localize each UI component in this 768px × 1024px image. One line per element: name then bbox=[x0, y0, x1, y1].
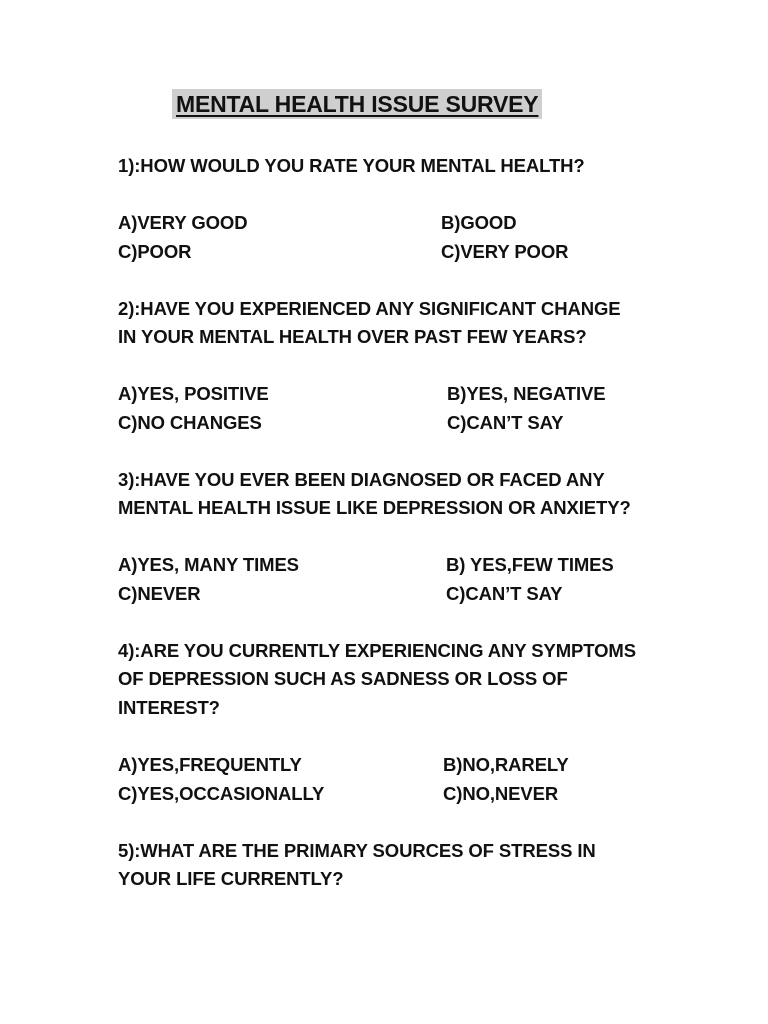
question-4-option-b: B)NO,RARELY bbox=[443, 754, 569, 775]
question-5-text-line-2: YOUR LIFE CURRENTLY? bbox=[118, 868, 344, 889]
question-3-text-line-1: 3):HAVE YOU EVER BEEN DIAGNOSED OR FACED ANY bbox=[118, 469, 605, 490]
question-2-option-b: B)YES, NEGATIVE bbox=[447, 383, 606, 404]
question-4-text-line-3: INTEREST? bbox=[118, 697, 220, 718]
question-5-text-line-1: 5):WHAT ARE THE PRIMARY SOURCES OF STRESS IN bbox=[118, 840, 596, 861]
question-3-text-line-2: MENTAL HEALTH ISSUE LIKE DEPRESSION OR ANXIETY? bbox=[118, 497, 631, 518]
page-title: MENTAL HEALTH ISSUE SURVEY bbox=[172, 89, 542, 119]
question-2-option-a: A)YES, POSITIVE bbox=[118, 383, 269, 404]
question-4-option-a: A)YES,FREQUENTLY bbox=[118, 754, 302, 775]
question-4-option-c: C)YES,OCCASIONALLY bbox=[118, 783, 325, 804]
question-1-option-a: A)VERY GOOD bbox=[118, 212, 248, 233]
question-4-text-line-1: 4):ARE YOU CURRENTLY EXPERIENCING ANY SYMPTOMS bbox=[118, 640, 636, 661]
question-2-text-line-2: IN YOUR MENTAL HEALTH OVER PAST FEW YEARS? bbox=[118, 326, 587, 347]
question-3-option-b: B) YES,FEW TIMES bbox=[446, 554, 614, 575]
question-3-option-c: C)NEVER bbox=[118, 583, 201, 604]
question-1-option-b: B)GOOD bbox=[441, 212, 517, 233]
question-4-option-d: C)NO,NEVER bbox=[443, 783, 559, 804]
question-1-text: 1):HOW WOULD YOU RATE YOUR MENTAL HEALTH? bbox=[118, 155, 585, 176]
question-4-text-line-2: OF DEPRESSION SUCH AS SADNESS OR LOSS OF bbox=[118, 668, 568, 689]
question-3-option-a: A)YES, MANY TIMES bbox=[118, 554, 299, 575]
question-3-option-d: C)CAN’T SAY bbox=[446, 583, 563, 604]
question-2-text-line-1: 2):HAVE YOU EXPERIENCED ANY SIGNIFICANT CHANGE bbox=[118, 298, 621, 319]
question-2-option-d: C)CAN’T SAY bbox=[447, 412, 564, 433]
question-2-option-c: C)NO CHANGES bbox=[118, 412, 262, 433]
question-1-option-d: C)VERY POOR bbox=[441, 241, 569, 262]
question-1-option-c: C)POOR bbox=[118, 241, 192, 262]
